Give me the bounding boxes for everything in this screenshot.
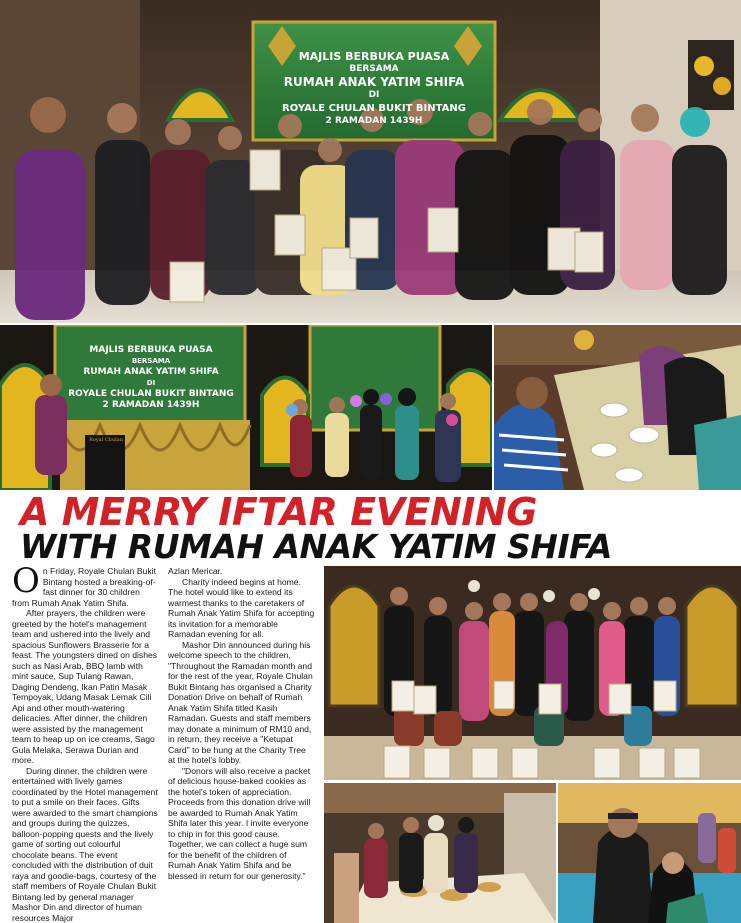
staff-photo: [558, 783, 741, 923]
banner-line: MAJLIS BERBUKA PUASA: [89, 345, 213, 355]
children-group-photo: [324, 566, 741, 780]
banner-line: ROYALE CHULAN BUKIT BINTANG: [68, 389, 234, 399]
podium-sign: Royal Chulan: [89, 437, 123, 443]
banner-line: MAJLIS BERBUKA PUASA: [298, 50, 450, 63]
article-paragraph: Charity indeed begins at home. The hotel would like to extend its warmest thanks to the caretakers of Rumah Anak Yatim Shifa for accepting its invitation for a memorable Ramadan evening for all.: [168, 576, 315, 639]
banner-line: DI: [146, 379, 156, 387]
article-paragraph: "Donors will also receive a packet of delicious house-baked cookies as the hotel's token of appreciation. Proceeds from this donation drive will be awarded to Rumah Anak Yatim Shifa later this year. I invite everyone to chip in for this good cause. Together, we can collect a huge sum for the benefit of the children of Rumah Anak Yatim Shifa and be blessed in return for our generosity.": [168, 765, 311, 881]
stage-banner-text-left: [58, 345, 244, 411]
group-photo-top: [0, 0, 741, 323]
headline-line-1: A MERRY IFTAR EVENING: [20, 490, 537, 534]
article-column-2: [168, 566, 315, 881]
banner-line: BERSAMA: [349, 64, 399, 74]
banner-line: BERSAMA: [131, 357, 171, 365]
banner-line: DI: [368, 90, 380, 100]
dining-photo: [494, 325, 741, 490]
banner-line: RUMAH ANAK YATIM SHIFA: [283, 75, 465, 89]
paragraph-text: n Friday, Royale Chulan Bukit Bintang hosted a breaking-of-fast dinner for 30 children from Rumah Anak Yatim Shifa.: [12, 566, 156, 608]
banner-line: 2 RAMADAN 1439H: [102, 400, 200, 410]
article-paragraph: During dinner, the children were entertained with lively games coordinated by the Hotel management to put a smile on their faces. Gifts were awarded to the smart champions and groups during the quizzes, balloon-popping quests and the lively game of sorting out colourful chocolate beans. The event concluded with the distribution of duit raya and goodie-bags, courtesy of the staff members of Royale Chulan Bukit Bintang led by general manager Mashor Din and director of human resources Major: [12, 765, 158, 923]
banner-text-top: [258, 50, 490, 128]
article-column-1: [12, 561, 158, 923]
stage-photo: [0, 325, 492, 490]
article-paragraph: Azlan Mericar.: [168, 566, 223, 576]
banner-line: ROYALE CHULAN BUKIT BINTANG: [282, 103, 466, 114]
headline-line-2: WITH RUMAH ANAK YATIM SHIFA: [20, 527, 612, 566]
dropcap: O: [12, 561, 40, 601]
buffet-photo: [324, 783, 556, 923]
article-paragraph: Mashor Din announced during his welcome speech to the children, "Throughout the Ramadan month and for the rest of the year, Royale Chulan Bukit Bintang has organised a Charity Donation Drive on behalf of Rumah Anak Yatim Shifa titled Kasih Ramadan. Guests and staff members may donate a minimum of RM10 and, in return, they receive a "Ketupat Card" to be hung at the Charity Tree at the hotel's lobby.: [168, 639, 313, 765]
banner-line: 2 RAMADAN 1439H: [325, 116, 423, 126]
article-paragraph: [12, 561, 158, 608]
article-paragraph: After prayers, the children were greeted by the hotel's management team and ushered into the lively and spacious Sunflowers Brasserie for a feast. The youngsters dined on dishes such as Nasi Arab, BBQ lamb with mint sauce, Sup Tulang Rawan, Daging Dendeng, Ikan Patin Masak Tempoyak, Udang Masak Lemak Cili Api and other mouth-watering delicacies. After dinner, the children were assisted by the management team to heap up on ice creams, Sago Gula Melaka, Serawa Durian and more.: [12, 608, 158, 765]
banner-line: RUMAH ANAK YATIM SHIFA: [83, 367, 219, 377]
